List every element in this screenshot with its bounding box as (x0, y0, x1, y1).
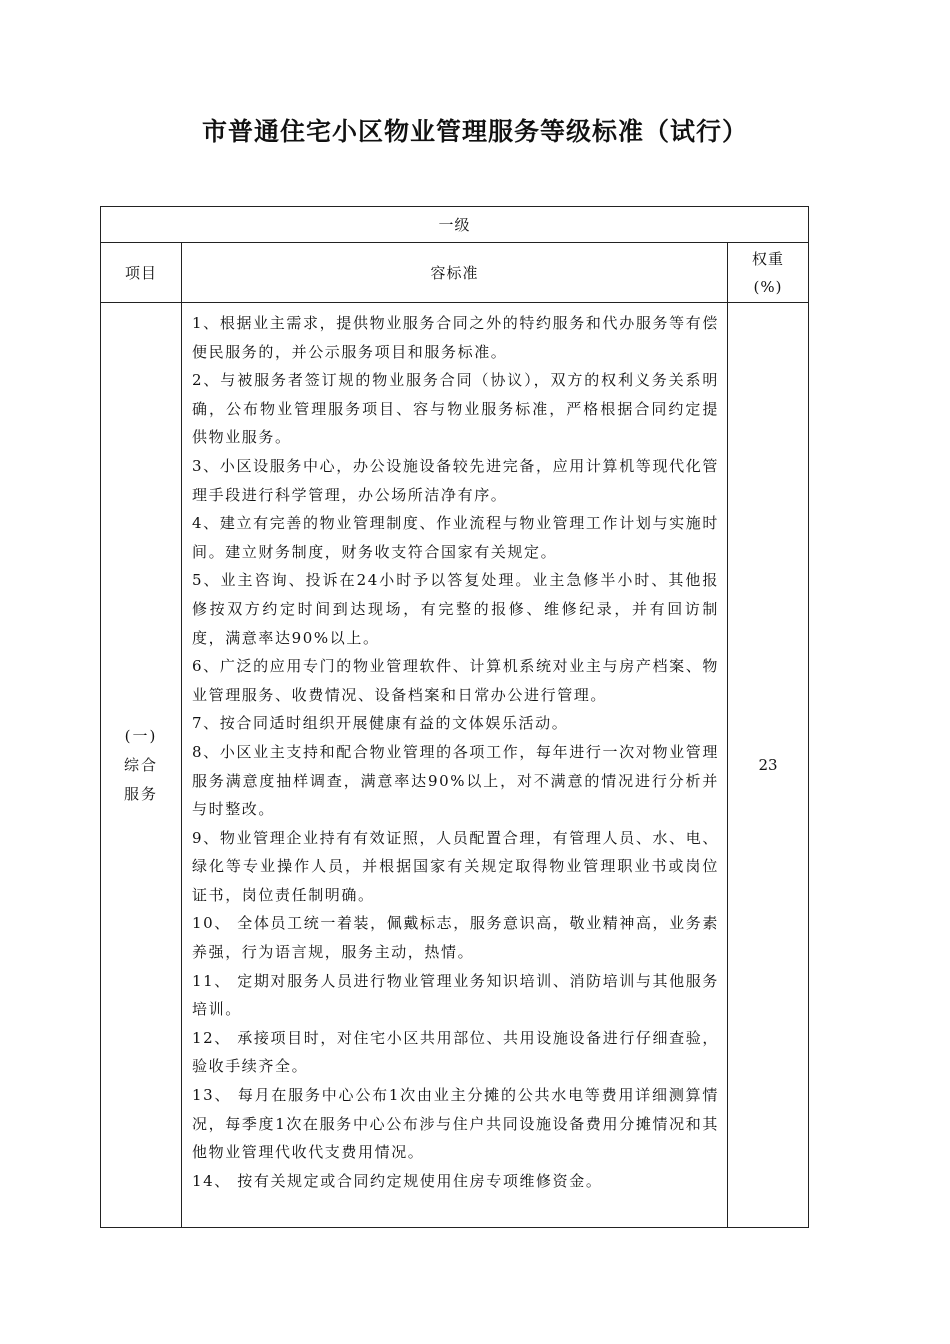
clause-5: 5、业主咨询、投诉在24小时予以答复处理。业主急修半小时、其他报修按双方约定时间到达现场，有完整的报修、维修纪录，并有回访制度，满意率达90%以上。 (192, 571, 719, 647)
header-row (101, 243, 809, 303)
clause-6: 6、广泛的应用专门的物业管理软件、计算机系统对业主与房产档案、物业管理服务、收费情况、设备档案和日常办公进行管理。 (192, 657, 719, 704)
clause-9: 9、物业管理企业持有有效证照，人员配置合理，有管理人员、水、电、绿化等专业操作人员，并根据国家有关规定取得物业管理职业书或岗位证书，岗位责任制明确。 (192, 828, 719, 904)
table-row (101, 303, 809, 1228)
clause-4: 4、建立有完善的物业管理制度、作业流程与物业管理工作计划与实施时间。建立财务制度，财务收支符合国家有关规定。 (192, 514, 719, 561)
weight-header-unit: (%) (753, 277, 783, 296)
clause-7: 7、按合同适时组织开展健康有益的文体娱乐活动。 (192, 714, 569, 733)
clause-1: 1、根据业主需求，提供物业服务合同之外的特约服务和代办服务等有偿便民服务的，并公示服务项目和服务标准。 (192, 314, 719, 361)
clause-10: 10、 全体员工统一着装，佩戴标志，服务意识高，敬业精神高，业务素养强，行为语言规，服务主动，热情。 (192, 914, 719, 962)
clause-14: 14、 按有关规定或合同约定规使用住房专项维修资金。 (192, 1171, 603, 1190)
weight-value: 23 (728, 303, 809, 1228)
level-row (101, 207, 809, 243)
standard-table (100, 206, 809, 1228)
level-header: 一级 (101, 207, 809, 243)
content-column-header: 容标准 (182, 243, 728, 303)
document-title: 市普通住宅小区物业管理服务等级标准（试行） (201, 117, 748, 146)
clause-11: 11、 定期对服务人员进行物业管理业务知识培训、消防培训与其他服务培训。 (192, 971, 719, 1019)
item-name-cell (101, 303, 182, 1228)
clause-13: 13、 每月在服务中心公布1次由业主分摊的公共水电等费用详细测算情况，每季度1次在服务中心公布涉与住户共同设施设备费用分摊情况和其他物业管理代收代支费用情况。 (192, 1086, 719, 1162)
clause-8: 8、小区业主支持和配合物业管理的各项工作，每年进行一次对物业管理服务满意度抽样调查，满意率达90%以上，对不满意的情况进行分析并与时整改。 (192, 742, 719, 819)
item-name-line-2: 服务 (123, 784, 158, 803)
item-number: (一) (124, 726, 158, 745)
weight-column-header (728, 243, 809, 303)
clause-12: 12、 承接项目时，对住宅小区共用部位、共用设施设备进行仔细查验，验收手续齐全。 (192, 1028, 719, 1076)
weight-header-label: 权重 (752, 249, 785, 268)
item-column-header: 项目 (101, 243, 182, 303)
item-name-line-1: 综合 (123, 755, 158, 774)
clause-3: 3、小区设服务中心，办公设施设备较先进完备，应用计算机等现代化管理手段进行科学管理，办公场所洁净有序。 (192, 456, 719, 504)
content-cell (182, 303, 728, 1228)
clause-2: 2、与被服务者签订规的物业服务合同（协议），双方的权利义务关系明确，公布物业管理服务项目、容与物业服务标准，严格根据合同约定提供物业服务。 (192, 371, 719, 447)
